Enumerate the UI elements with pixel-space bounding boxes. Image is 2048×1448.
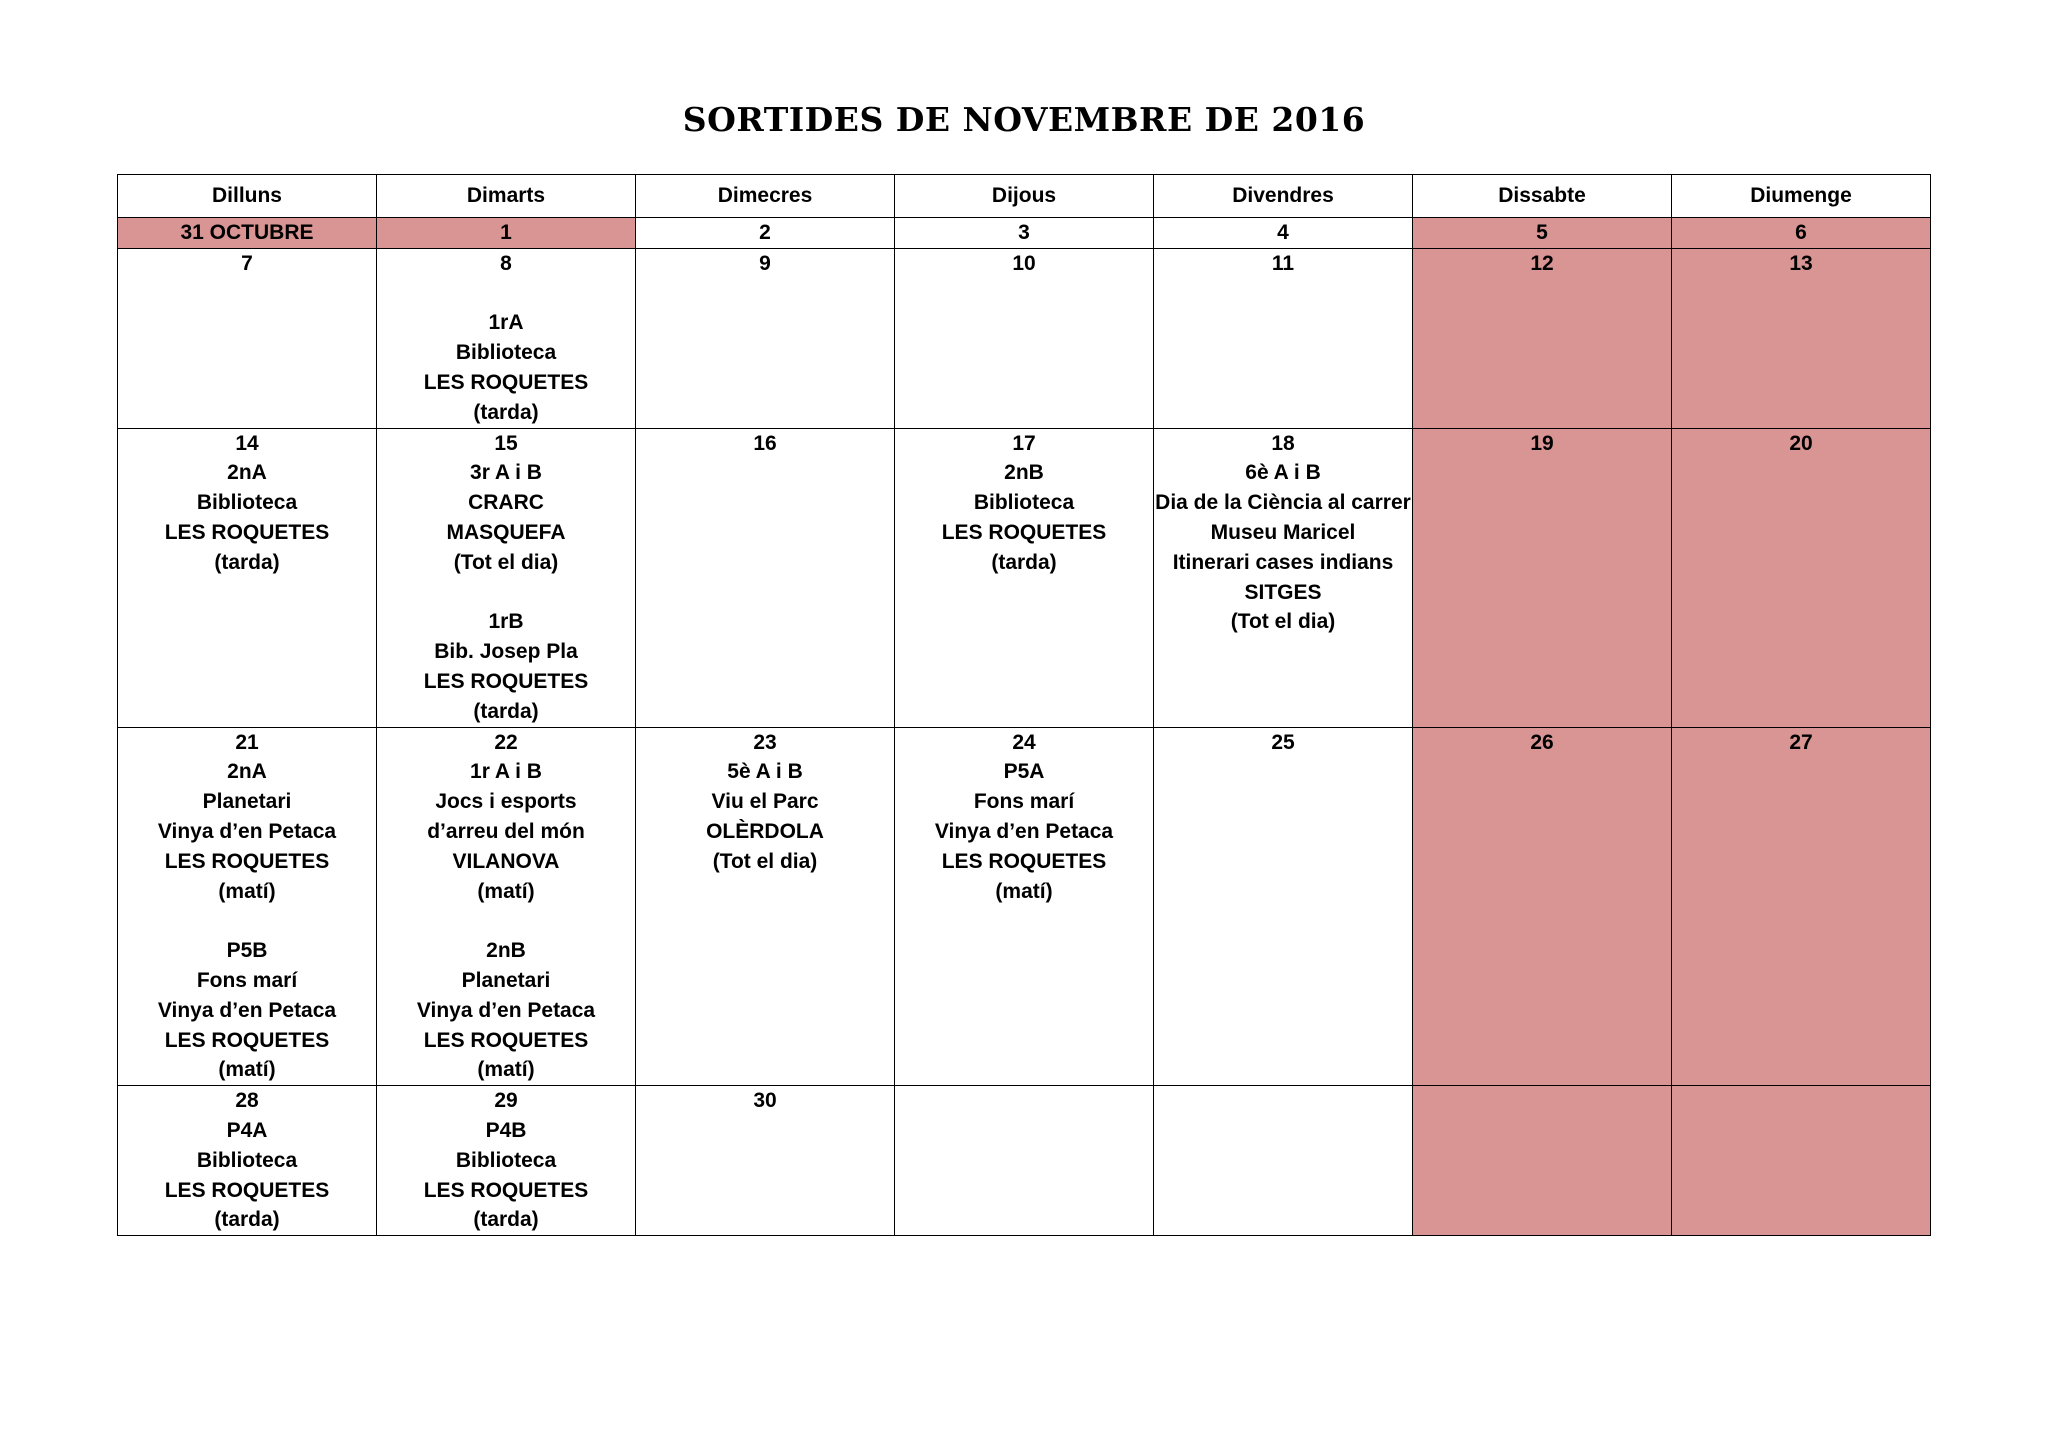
day-cell <box>1672 218 1931 249</box>
day-cell <box>1154 218 1413 249</box>
event-line: P5B <box>226 939 268 963</box>
event-line: Planetari <box>461 968 551 992</box>
event-line: (Tot el dia) <box>453 550 559 574</box>
event-line: Planetari <box>202 790 292 814</box>
event-line: Jocs i esports <box>435 790 577 814</box>
day-cell <box>636 218 895 249</box>
event-line: (tarda) <box>473 699 539 723</box>
day-number: 21 <box>235 730 259 754</box>
day-number: 23 <box>753 730 777 754</box>
event-line: LES ROQUETES <box>164 520 330 544</box>
day-cell <box>118 727 377 1086</box>
day-number: 26 <box>1530 730 1554 754</box>
weekday-header: Dilluns <box>118 175 377 218</box>
day-number: 25 <box>1271 730 1295 754</box>
day-cell <box>377 1086 636 1236</box>
weekday-header: Diumenge <box>1672 175 1931 218</box>
day-cell <box>1413 218 1672 249</box>
event-line: OLÈRDOLA <box>706 819 824 843</box>
event-line: P4A <box>226 1118 268 1142</box>
event-line <box>118 906 376 936</box>
day-cell <box>1413 1086 1672 1236</box>
day-number: 11 <box>1271 251 1295 275</box>
page-title: SORTIDES DE NOVEMBRE DE 2016 <box>682 100 1366 139</box>
day-cell <box>377 248 636 428</box>
weekday-header-row <box>118 175 1931 218</box>
event-line: 3r A i B <box>470 461 542 485</box>
event-line: Vinya d’en Petaca <box>416 998 596 1022</box>
day-number <box>1154 1086 1412 1116</box>
day-cell <box>895 1086 1154 1236</box>
event-line: Bib. Josep Pla <box>434 640 578 664</box>
event-line: (matí) <box>477 1058 535 1082</box>
event-line: (Tot el dia) <box>712 849 818 873</box>
event-line: VILANOVA <box>452 849 560 873</box>
weekday-header: Dijous <box>895 175 1154 218</box>
day-number: 9 <box>759 251 771 275</box>
event-line <box>377 279 635 309</box>
event-line: (tarda) <box>991 550 1057 574</box>
day-cell <box>636 1086 895 1236</box>
day-number <box>1672 1086 1930 1116</box>
day-cell <box>895 218 1154 249</box>
event-line <box>377 906 635 936</box>
event-line: Dia de la Ciència al carrer <box>1155 491 1411 515</box>
event-line: LES ROQUETES <box>941 849 1107 873</box>
event-line: LES ROQUETES <box>941 520 1107 544</box>
day-cell <box>1413 727 1672 1086</box>
day-cell <box>895 428 1154 727</box>
event-line: 2nA <box>227 760 267 784</box>
event-line: 2nB <box>1004 461 1044 485</box>
event-line: 2nA <box>227 461 267 485</box>
day-cell <box>1413 248 1672 428</box>
day-number: 3 <box>1018 221 1030 244</box>
day-cell <box>118 218 377 249</box>
day-cell <box>895 727 1154 1086</box>
day-cell <box>118 1086 377 1236</box>
day-number: 16 <box>753 431 777 455</box>
event-line: 2nB <box>486 939 526 963</box>
event-line: (matí) <box>218 1058 276 1082</box>
day-number: 17 <box>1012 431 1036 455</box>
day-cell <box>118 428 377 727</box>
day-cell <box>377 428 636 727</box>
day-number: 18 <box>1271 431 1295 455</box>
event-line: (tarda) <box>473 1208 539 1232</box>
day-cell <box>1154 428 1413 727</box>
day-number: 14 <box>235 431 259 455</box>
day-cell <box>118 248 377 428</box>
event-line: 5è A i B <box>727 760 803 784</box>
day-cell <box>636 428 895 727</box>
day-number: 28 <box>235 1089 259 1113</box>
event-line: 1rA <box>488 311 524 335</box>
event-line: P4B <box>485 1118 527 1142</box>
event-line: Biblioteca <box>196 491 298 515</box>
weekday-header: Divendres <box>1154 175 1413 218</box>
day-number: 12 <box>1530 251 1554 275</box>
event-line: Biblioteca <box>455 1148 557 1172</box>
event-line: (tarda) <box>214 550 280 574</box>
day-number: 31 OCTUBRE <box>180 221 314 244</box>
day-cell <box>1672 1086 1931 1236</box>
day-number <box>895 1086 1153 1116</box>
event-line: Museu Maricel <box>1210 520 1356 544</box>
event-line: Biblioteca <box>196 1148 298 1172</box>
weekday-header: Dissabte <box>1413 175 1672 218</box>
week-row <box>118 727 1931 1086</box>
event-line: 1rB <box>488 610 524 634</box>
event-line: 1r A i B <box>470 760 542 784</box>
event-line <box>377 578 635 608</box>
event-line: Biblioteca <box>973 491 1075 515</box>
day-number: 8 <box>500 251 512 275</box>
day-number: 24 <box>1012 730 1036 754</box>
day-number: 27 <box>1789 730 1813 754</box>
event-line: SITGES <box>1244 580 1322 604</box>
day-cell <box>1413 428 1672 727</box>
event-line: Vinya d’en Petaca <box>934 819 1114 843</box>
day-number: 5 <box>1536 221 1548 244</box>
day-number: 22 <box>494 730 518 754</box>
event-line: Fons marí <box>196 968 298 992</box>
event-line: (matí) <box>995 879 1053 903</box>
event-line: Vinya d’en Petaca <box>157 998 337 1022</box>
weekday-header: Dimarts <box>377 175 636 218</box>
event-line: Itinerari cases indians <box>1172 550 1394 574</box>
day-number: 20 <box>1789 431 1813 455</box>
event-line: CRARC <box>468 491 544 515</box>
day-number: 19 <box>1530 431 1554 455</box>
day-cell <box>1672 248 1931 428</box>
day-number: 2 <box>759 221 771 244</box>
event-line: (matí) <box>477 879 535 903</box>
day-cell <box>1672 727 1931 1086</box>
event-line: d’arreu del món <box>427 819 585 843</box>
day-cell <box>1154 1086 1413 1236</box>
weekday-header: Dimecres <box>636 175 895 218</box>
week-row <box>118 218 1931 249</box>
day-cell <box>377 727 636 1086</box>
event-line: (tarda) <box>473 400 539 424</box>
day-number: 4 <box>1277 221 1289 244</box>
day-number: 29 <box>494 1089 518 1113</box>
week-row <box>118 1086 1931 1236</box>
event-line: (tarda) <box>214 1208 280 1232</box>
day-cell <box>1154 248 1413 428</box>
event-line: (matí) <box>218 879 276 903</box>
calendar-table <box>117 174 1931 1236</box>
day-cell <box>636 727 895 1086</box>
day-number: 6 <box>1795 221 1807 244</box>
event-line: MASQUEFA <box>446 520 566 544</box>
event-line: LES ROQUETES <box>164 849 330 873</box>
day-number: 30 <box>753 1089 777 1113</box>
event-line: LES ROQUETES <box>423 1028 589 1052</box>
day-number: 7 <box>241 251 253 275</box>
day-number: 13 <box>1789 251 1813 275</box>
event-line: LES ROQUETES <box>423 1178 589 1202</box>
day-number: 15 <box>494 431 518 455</box>
day-number <box>1413 1086 1671 1116</box>
event-line: P5A <box>1003 760 1045 784</box>
week-row <box>118 248 1931 428</box>
day-cell <box>377 218 636 249</box>
event-line: LES ROQUETES <box>423 669 589 693</box>
week-row <box>118 428 1931 727</box>
day-cell <box>1154 727 1413 1086</box>
event-line: 6è A i B <box>1245 461 1321 485</box>
event-line: (Tot el dia) <box>1230 610 1336 634</box>
event-line: Viu el Parc <box>711 790 819 814</box>
day-cell <box>1672 428 1931 727</box>
event-line: LES ROQUETES <box>423 370 589 394</box>
event-line: LES ROQUETES <box>164 1178 330 1202</box>
event-line: Vinya d’en Petaca <box>157 819 337 843</box>
day-cell <box>636 248 895 428</box>
day-number: 1 <box>500 221 512 244</box>
day-cell <box>895 248 1154 428</box>
day-number: 10 <box>1012 251 1036 275</box>
event-line: Fons marí <box>973 790 1075 814</box>
event-line: LES ROQUETES <box>164 1028 330 1052</box>
event-line: Biblioteca <box>455 341 557 365</box>
